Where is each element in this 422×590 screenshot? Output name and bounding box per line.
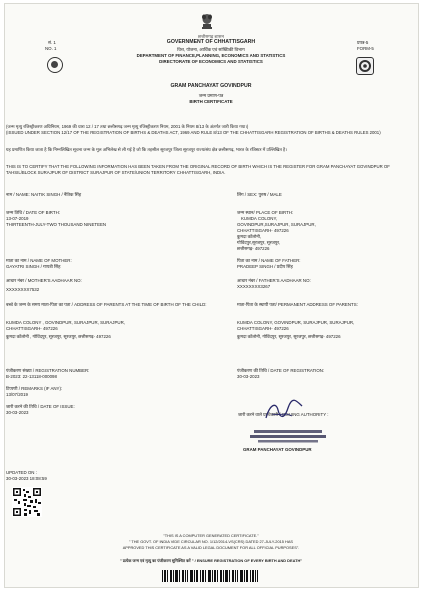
reg-no-value: B-2023: 22-13118-000098	[6, 374, 57, 379]
mother-block	[6, 258, 72, 270]
reg-date-block	[237, 368, 324, 380]
mother-aadhaar-label: आधार नंबर / MOTHER'S AADHAAR NO:	[6, 278, 82, 283]
form-no-hindi: प्रपत्र-5	[357, 40, 369, 45]
pob-line-4: कुमदा कॉलोनी,	[237, 234, 262, 239]
addr-birth-label: बच्चे के जन्म के समय माता-पिता का पता / ADDRESS OF PARENTS AT THE TIME OF BIRTH OF THE CHILD:	[6, 302, 207, 307]
father-aadhaar-label: आधार नंबर / FATHER'S AADHAAR NO:	[237, 278, 311, 283]
sex-value: पुरुष / MALE	[258, 192, 282, 197]
certify-hindi: यह प्रमाणित किया जाता है कि निम्नलिखित सूचना जन्म के मूल अभिलेख से ली गई है जो कि तहसील सूरजपुर जिला सूरजपुर राज्य/संघ क्षेत्र छत्तीसगढ़, भारत के रजिस्टर में उल्लिखित है।	[6, 147, 287, 152]
addr-birth-value-hindi: कुमदा कॉलोनी , गोविंदपुर, सूरजपुर, सूरजपुर, छत्तीसगढ़- 497226	[6, 334, 111, 339]
qr-code-icon	[12, 487, 42, 517]
pob-line-3: CHHATTISGARH- 497226	[237, 228, 289, 233]
issue-date-label: जारी करने की तिथि / DATE OF ISSUE:	[6, 404, 75, 409]
computer-generated-note: "THIS IS A COMPUTER GENERATED CERTIFICATE."	[163, 533, 259, 538]
dob-words: THIRTEENTH-JULY-TWO THOUSAND NINETEEN	[6, 222, 107, 227]
pob-line-6: छत्तीसगढ़- 497226	[237, 246, 270, 251]
pob-line-5: गोविंदपुर,सूरजपुर, सूरजपुर,	[237, 240, 281, 245]
circular-note-2: APPROVED THIS CERTIFICATE AS A VALID LEGAL DOCUMENT FOR ALL OFFICIAL PURPOSES".	[122, 545, 300, 550]
remarks-value: 13/07/2019	[6, 392, 28, 397]
father-value: PRADEEP SINGH / प्रदीप सिंह	[237, 264, 293, 269]
name-value: NAITIK SINGH / नैतिक सिंह	[31, 192, 82, 197]
reg-date-label: पंजीकरण की तिथि / DATE OF REGISTRATION:	[237, 368, 325, 373]
govt-english: GOVERNMENT OF CHHATTISGARH	[166, 39, 256, 45]
sex-row	[237, 192, 282, 198]
addr-birth-value: KUMDA COLONY , GOVINDPUR, SURAJPUR, SURAJPUR, CHHATTISGARH- 497226	[6, 320, 125, 331]
addr-perm-value: KUMDA COLONY, GOVINDPUR, SURAJPUR, SURAJPUR, CHHATTISGARH- 497226	[237, 320, 355, 331]
serial-no: NO. 1	[45, 46, 57, 51]
certify-english: THIS IS TO CERTIFY THAT THE FOLLOWING INFORMATION HAS BEEN TAKEN FROM THE ORIGINAL RECORD OF BIRTH WHICH IS THE REGISTER FOR GRAM PANCHAYAT GOVINDPUR OF TAHSIL/BLOCK SURAJPUR OF DISTRICT SURAJPUR OF STATE/UNION TERRITORY CHHATTISGARH, INDIA.	[6, 164, 390, 175]
dob-value: 13-07-2019	[6, 216, 29, 221]
addr-perm-value-hindi: कुमदा कॉलोनी, गोविंदपुर, सूरजपुर, सूरजपुर, छत्तीसगढ़- 497226	[237, 334, 341, 339]
addr-perm-label: माता-पिता के स्थायी पता/ PERMANENT ADDRESS OF PARENTS:	[237, 302, 358, 307]
pob-line-1: KUMDA COLONY,	[241, 216, 278, 221]
cert-title: BIRTH CERTIFICATE	[189, 99, 233, 104]
govt-hindi: छत्तीसगढ़ शासन	[198, 34, 224, 39]
pob-line-2: GOVINDPUR,SURAJPUR, SURAJPUR,	[237, 222, 316, 227]
registration-slogan: " प्रत्येक जन्म एवं मृत्यु का पंजीकरण सुनिश्चित करें " / ENSURE REGISTRATION OF EVERY BIRTH AND DEATH"	[119, 558, 303, 563]
panchayat-name: GRAM PANCHAYAT GOVINDPUR	[170, 83, 252, 89]
updated-label: UPDATED ON :	[6, 470, 37, 475]
directorate: DIRECTORATE OF ECONOMICS AND STATISTICS	[159, 59, 263, 64]
reg-no-block	[6, 368, 89, 380]
name-label: नाम / NAME:	[6, 192, 30, 197]
pob-label: जन्म स्थान/ PLACE OF BIRTH:	[237, 210, 294, 215]
official-stamp-icon	[248, 428, 328, 444]
reg-date-value: 30-03-2023	[237, 374, 260, 379]
certificate-sheet	[4, 3, 419, 588]
sex-label: लिंग / SEX:	[237, 192, 258, 197]
mother-aadhaar-value: XXXXXXXX7532	[6, 287, 40, 292]
signature-icon	[262, 398, 306, 424]
updated-value: 30-03-2023 18:08:59	[6, 476, 47, 481]
barcode-icon	[162, 569, 258, 581]
pob-block	[237, 210, 316, 252]
authority-org: GRAM PANCHAYAT GOVINDPUR	[243, 447, 312, 452]
cert-title-hindi: जन्म प्रमाण-पत्र	[198, 93, 224, 98]
intro-hindi: (जन्म मृत्यु रजिस्ट्रीकरण अधिनियम, 1969 की धारा 12 / 17 तथा छत्तीसगढ़ जन्म मृत्यु रजिस्ट्रीकरण नियम, 2001 के नियम 8/13 के अंतर्गत जारी किया गया।)	[6, 124, 249, 129]
form-no: FORM-5	[357, 46, 374, 51]
father-aadhaar-value: XXXXXXXX3267	[237, 284, 271, 289]
mother-label: माता का नाम / NAME OF MOTHER:	[6, 258, 72, 263]
circular-note-1: " THE GOVT. OF INDIA VIDE CIRCULAR NO. 1/12/2014-VS(CRS) DATED 27-JULY-2015 HAS	[128, 539, 294, 544]
intro-english: (ISSUED UNDER SECTION 12/17 OF THE REGISTRATION OF BIRTHS & DEATHS ACT, 1969 AND RULE 8/13 OF THE CHHATTISGARH REGISTRATION OF BIRTHS & DEATHS RULES 2001)	[6, 130, 381, 135]
dept-english: DEPARTMENT OF FINANCE,PLANNING, ECONOMICS AND STATISTICS	[136, 53, 286, 58]
updated-block	[6, 470, 47, 482]
father-label: पिता का नाम / NAME OF FATHER:	[237, 258, 301, 263]
issue-date-block	[6, 404, 75, 416]
cg-logo-icon	[356, 57, 374, 75]
dob-block	[6, 210, 106, 228]
remarks-label: टिप्पणी / REMARKS (IF ANY):	[6, 386, 63, 391]
name-row	[6, 192, 81, 198]
father-aadhaar-block	[237, 278, 311, 290]
dob-label: जन्म तिथि / DATE OF BIRTH:	[6, 210, 60, 215]
issue-date-value: 30-03-2023	[6, 410, 29, 415]
serial-no-hindi: सं. 1	[48, 40, 56, 45]
authority-label: जारी करने वाले प्राधिकारी / ISSUING AUTHORITY :	[238, 412, 329, 417]
ashoka-emblem-icon	[200, 10, 214, 30]
mother-aadhaar-block	[6, 278, 82, 293]
father-block	[237, 258, 301, 270]
remarks-block	[6, 386, 62, 398]
reg-no-label: पंजीकरण संख्या / REGISTRATION NUMBER:	[6, 368, 90, 373]
mother-value: GAYATRI SINGH / गायत्री सिंह	[6, 264, 61, 269]
dept-hindi: वित्त, योजना, आर्थिक एवं सांख्यिकी विभाग	[177, 47, 245, 52]
